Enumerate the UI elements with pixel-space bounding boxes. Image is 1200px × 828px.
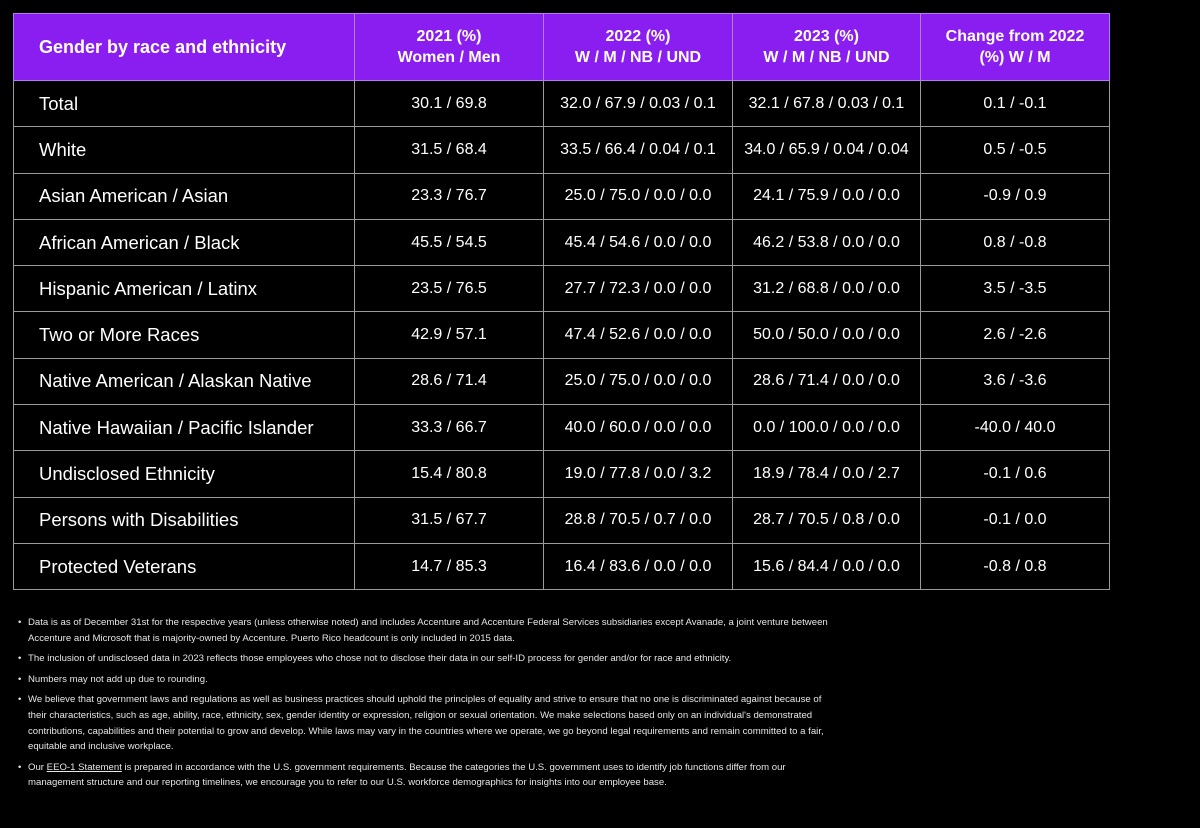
cell-change: 3.5 / -3.5 — [921, 266, 1110, 312]
table-row — [14, 451, 1110, 497]
header-2021-year: 2021 (%) — [416, 28, 482, 45]
cell-2021: 30.1 / 69.8 — [355, 81, 544, 127]
footnote-text: Data is as of December 31st for the respective years (unless otherwise noted) and includes Accenture and Accenture Federal Services subsidiaries except Avanade, a joint venture between Accenture and Microsoft that is majority-owned by Accenture. Puerto Rico headcount is only included in 2015 data. — [28, 617, 828, 644]
table-row — [14, 358, 1110, 404]
header-2023-sub: W / M / NB / UND — [763, 49, 890, 66]
cell-2023: 18.9 / 78.4 / 0.0 / 2.7 — [733, 451, 921, 497]
table-row — [14, 312, 1110, 358]
row-label: Native American / Alaskan Native — [14, 358, 355, 404]
footnote-prefix: Our — [28, 761, 47, 773]
cell-2022: 32.0 / 67.9 / 0.03 / 0.1 — [544, 81, 733, 127]
cell-change: 0.5 / -0.5 — [921, 127, 1110, 173]
row-label: Total — [14, 81, 355, 127]
cell-2021: 23.5 / 76.5 — [355, 266, 544, 312]
footnote-text: Numbers may not add up due to rounding. — [28, 673, 208, 685]
cell-2022: 40.0 / 60.0 / 0.0 / 0.0 — [544, 405, 733, 451]
footnote-text: We believe that government laws and regulations as well as business practices should uphold the principles of equality and strive to ensure that no one is discriminated against because of their characteristics, such as age, ability, race, ethnicity, sex, gender identity or expression, religion or sexual orientation. We make selections based only on an individual's demonstrated contributions, capabilities and their potential to grow and develop. While laws may vary in the countries where we operate, we go beyond legal requirements and remain committed to a fair, equitable and inclusive workplace. — [28, 694, 824, 753]
cell-change: 0.8 / -0.8 — [921, 219, 1110, 265]
cell-2022: 27.7 / 72.3 / 0.0 / 0.0 — [544, 266, 733, 312]
header-change-title: Change from 2022 — [945, 28, 1085, 45]
cell-2023: 24.1 / 75.9 / 0.0 / 0.0 — [733, 173, 921, 219]
cell-2021: 33.3 / 66.7 — [355, 405, 544, 451]
cell-2023: 32.1 / 67.8 / 0.03 / 0.1 — [733, 81, 921, 127]
table-row — [14, 173, 1110, 219]
cell-2022: 25.0 / 75.0 / 0.0 / 0.0 — [544, 358, 733, 404]
row-label: Persons with Disabilities — [14, 497, 355, 543]
table-row — [14, 219, 1110, 265]
cell-change: -0.8 / 0.8 — [921, 543, 1110, 589]
header-category — [14, 14, 355, 81]
eeo1-statement-link[interactable]: EEO-1 Statement — [46, 761, 122, 773]
cell-2022: 47.4 / 52.6 / 0.0 / 0.0 — [544, 312, 733, 358]
cell-2023: 50.0 / 50.0 / 0.0 / 0.0 — [733, 312, 921, 358]
cell-2022: 16.4 / 83.6 / 0.0 / 0.0 — [544, 543, 733, 589]
header-2022 — [544, 14, 733, 81]
cell-2023: 15.6 / 84.4 / 0.0 / 0.0 — [733, 543, 921, 589]
table-header — [14, 14, 1110, 81]
cell-change: -0.9 / 0.9 — [921, 173, 1110, 219]
cell-2023: 28.7 / 70.5 / 0.8 / 0.0 — [733, 497, 921, 543]
cell-change: -40.0 / 40.0 — [921, 405, 1110, 451]
footnote — [18, 651, 838, 667]
header-row — [14, 14, 1110, 81]
cell-2023: 34.0 / 65.9 / 0.04 / 0.04 — [733, 127, 921, 173]
cell-2021: 31.5 / 68.4 — [355, 127, 544, 173]
cell-2021: 28.6 / 71.4 — [355, 358, 544, 404]
demographics-table-container — [13, 13, 1109, 590]
footnotes-list — [18, 615, 838, 796]
table-row — [14, 497, 1110, 543]
cell-2022: 25.0 / 75.0 / 0.0 / 0.0 — [544, 173, 733, 219]
header-category-label: Gender by race and ethnicity — [39, 36, 287, 57]
cell-change: 3.6 / -3.6 — [921, 358, 1110, 404]
row-label: Asian American / Asian — [14, 173, 355, 219]
header-change — [921, 14, 1110, 81]
footnote — [18, 692, 838, 754]
row-label: Undisclosed Ethnicity — [14, 451, 355, 497]
cell-change: 0.1 / -0.1 — [921, 81, 1110, 127]
header-2022-sub: W / M / NB / UND — [574, 49, 702, 66]
gender-by-race-table — [13, 13, 1110, 590]
cell-change: 2.6 / -2.6 — [921, 312, 1110, 358]
header-2022-year: 2022 (%) — [605, 28, 671, 45]
footnote — [18, 615, 838, 646]
row-label: African American / Black — [14, 219, 355, 265]
table-row — [14, 81, 1110, 127]
cell-2023: 0.0 / 100.0 / 0.0 / 0.0 — [733, 405, 921, 451]
table-row — [14, 127, 1110, 173]
table-row — [14, 266, 1110, 312]
cell-2023: 28.6 / 71.4 / 0.0 / 0.0 — [733, 358, 921, 404]
cell-2021: 42.9 / 57.1 — [355, 312, 544, 358]
row-label: Protected Veterans — [14, 543, 355, 589]
table-row — [14, 405, 1110, 451]
cell-2021: 31.5 / 67.7 — [355, 497, 544, 543]
header-change-sub: (%) W / M — [979, 49, 1051, 66]
footnote — [18, 672, 838, 688]
cell-2022: 33.5 / 66.4 / 0.04 / 0.1 — [544, 127, 733, 173]
header-2021 — [355, 14, 544, 81]
cell-change: -0.1 / 0.6 — [921, 451, 1110, 497]
row-label: Hispanic American / Latinx — [14, 266, 355, 312]
cell-2021: 45.5 / 54.5 — [355, 219, 544, 265]
table-row — [14, 543, 1110, 589]
cell-2023: 46.2 / 53.8 / 0.0 / 0.0 — [733, 219, 921, 265]
footnote — [18, 760, 838, 791]
header-2023 — [733, 14, 921, 81]
cell-change: -0.1 / 0.0 — [921, 497, 1110, 543]
cell-2022: 28.8 / 70.5 / 0.7 / 0.0 — [544, 497, 733, 543]
cell-2023: 31.2 / 68.8 / 0.0 / 0.0 — [733, 266, 921, 312]
table-body — [14, 81, 1110, 590]
cell-2022: 45.4 / 54.6 / 0.0 / 0.0 — [544, 219, 733, 265]
header-2021-sub: Women / Men — [397, 49, 501, 66]
row-label: White — [14, 127, 355, 173]
cell-2021: 23.3 / 76.7 — [355, 173, 544, 219]
row-label: Native Hawaiian / Pacific Islander — [14, 405, 355, 451]
footnote-suffix: is prepared in accordance with the U.S. government requirements. Because the categories the U.S. government uses to identify job functions differ from our management structure and our reporting timelines, we encourage you to refer to our U.S. workforce demographics for insights into our employee base. — [28, 761, 786, 789]
cell-2022: 19.0 / 77.8 / 0.0 / 3.2 — [544, 451, 733, 497]
cell-2021: 14.7 / 85.3 — [355, 543, 544, 589]
cell-2021: 15.4 / 80.8 — [355, 451, 544, 497]
header-2023-year: 2023 (%) — [794, 28, 859, 45]
footnote-text: The inclusion of undisclosed data in 2023 reflects those employees who chose not to disclose their data in our self-ID process for gender and/or for race and ethnicity. — [28, 653, 732, 665]
row-label: Two or More Races — [14, 312, 355, 358]
